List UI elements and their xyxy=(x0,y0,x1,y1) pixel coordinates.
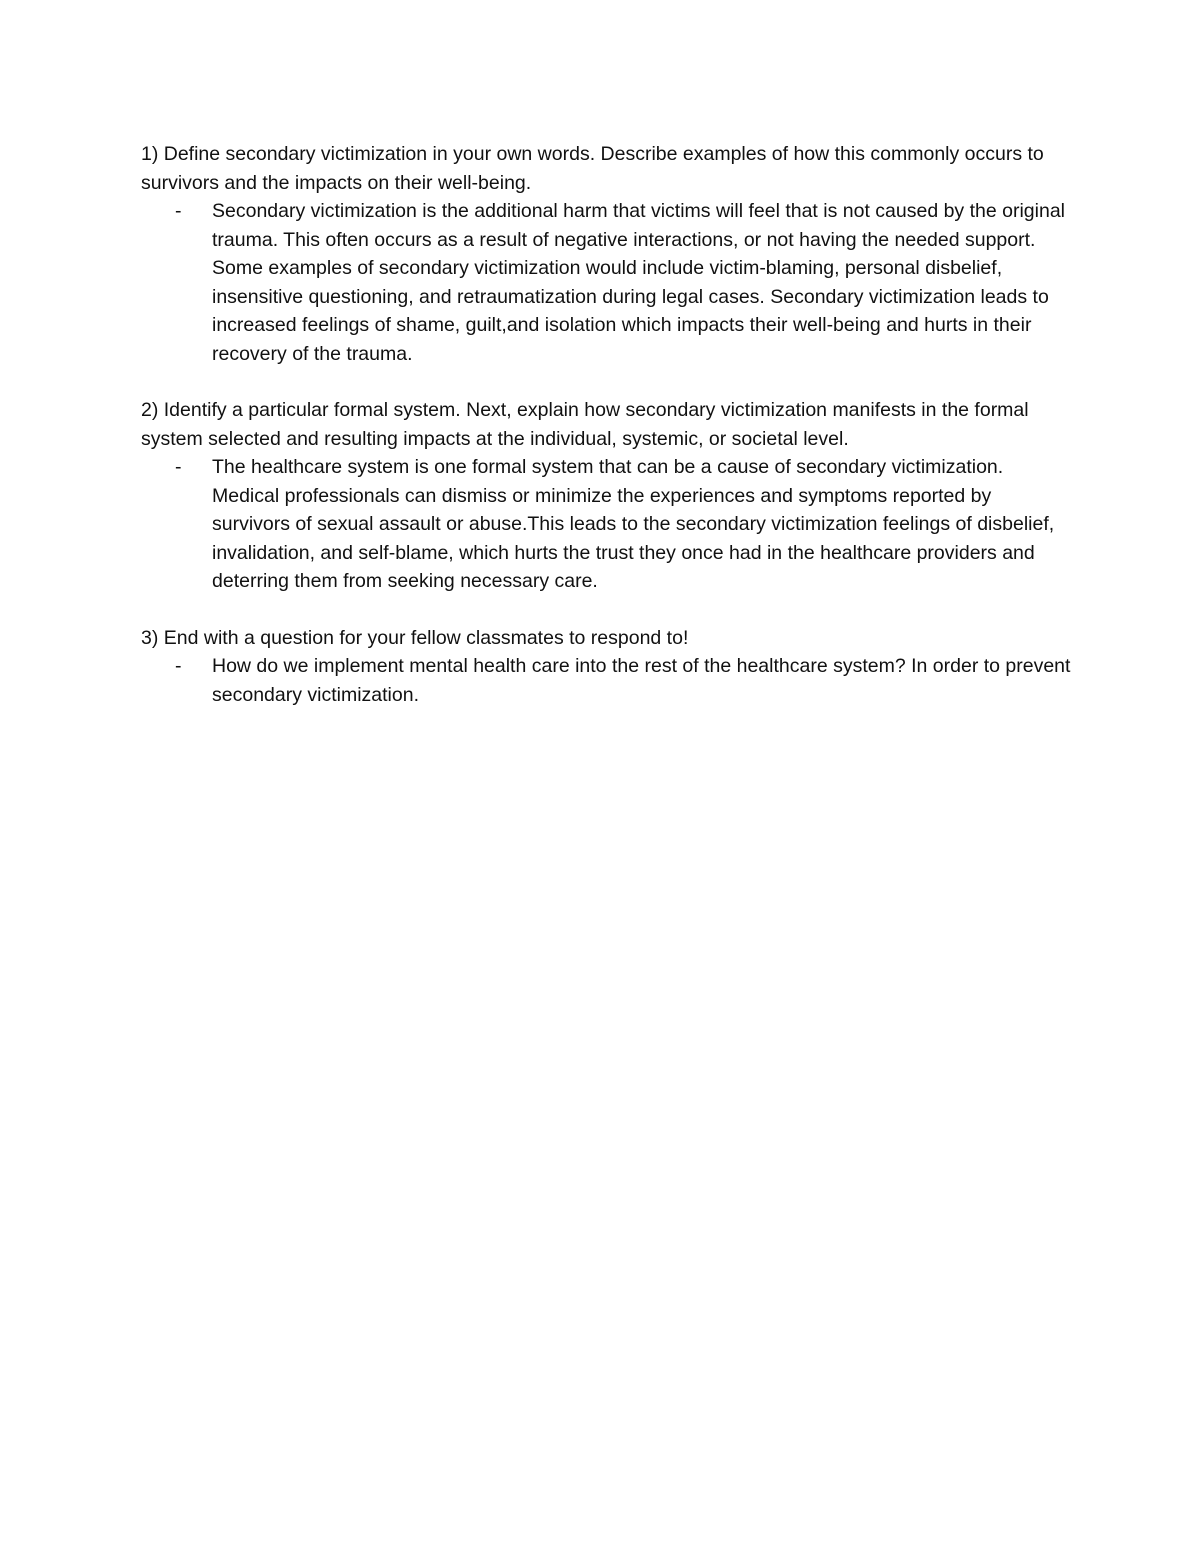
answer-text: Secondary victimization is the additional harm that victims will feel that is not caused by the original trauma. This often occurs as a result of negative interactions, or not having the needed support. Some examples of secondary victimization would include victim-blaming, personal disbelief, insensitive questioning, and retraumatization during legal cases. Secondary victimization leads to increased feelings of shame, guilt,and isolation which impacts their well-being and hurts in their recovery of the trauma. xyxy=(212,200,1065,365)
question-block-2 xyxy=(141,396,1071,596)
answer-list xyxy=(141,652,1071,709)
question-block-3 xyxy=(141,624,1071,710)
question-prompt: 2) Identify a particular formal system. Next, explain how secondary victimization manifests in the formal system selected and resulting impacts at the individual, systemic, or societal level. xyxy=(141,399,1029,450)
answer-item xyxy=(141,197,1071,368)
dash-bullet: - xyxy=(175,200,182,222)
answer-text: How do we implement mental health care into the rest of the healthcare system? In order to prevent secondary victimization. xyxy=(212,655,1071,706)
answer-list xyxy=(141,197,1071,368)
answer-item xyxy=(141,652,1071,709)
answer-list xyxy=(141,453,1071,596)
question-prompt: 3) End with a question for your fellow classmates to respond to! xyxy=(141,626,689,649)
document-page xyxy=(141,140,1071,737)
answer-text: The healthcare system is one formal system that can be a cause of secondary victimization. Medical professionals can dismiss or minimize the experiences and symptoms reported by survivors of sexual assault or abuse.This leads to the secondary victimization feelings of disbelief, invalidation, and self-blame, which hurts the trust they once had in the healthcare providers and deterring them from seeking necessary care. xyxy=(212,456,1055,592)
dash-bullet: - xyxy=(175,655,182,677)
answer-item xyxy=(141,453,1071,596)
question-block-1 xyxy=(141,140,1071,368)
question-prompt: 1) Define secondary victimization in your own words. Describe examples of how this commonly occurs to survivors and the impacts on their well-being. xyxy=(141,143,1044,194)
dash-bullet: - xyxy=(175,456,182,478)
